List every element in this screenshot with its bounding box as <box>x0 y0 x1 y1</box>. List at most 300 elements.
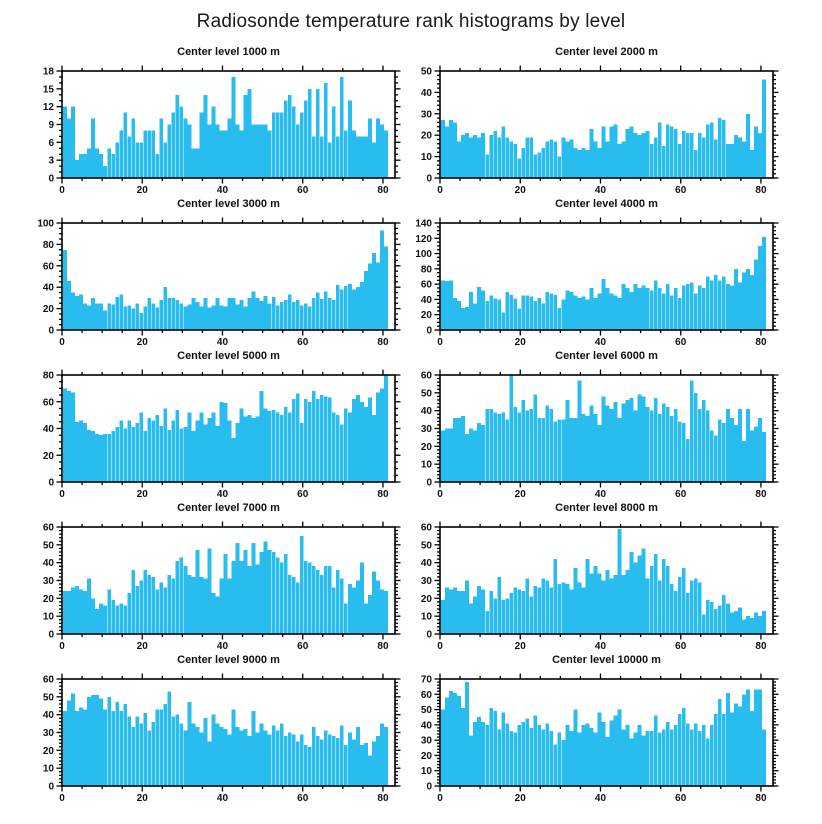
histogram-bar <box>143 713 147 786</box>
histogram-bar <box>111 600 115 634</box>
histogram-bar <box>236 423 240 482</box>
histogram-bar <box>143 570 147 634</box>
tick-label: 80 <box>377 641 389 652</box>
histogram-bar <box>336 570 340 634</box>
panel-title: Center level 9000 m <box>177 654 280 666</box>
histogram-bar <box>376 581 380 635</box>
histogram-bar <box>352 588 356 634</box>
histogram-bar <box>598 573 602 634</box>
histogram-bar <box>553 745 557 786</box>
histogram-bar <box>276 113 280 178</box>
histogram-bar <box>264 731 268 786</box>
tick-label: 20 <box>514 641 526 652</box>
histogram-bar <box>244 729 248 786</box>
histogram-bar <box>634 133 638 178</box>
histogram-bar <box>626 570 630 634</box>
histogram-bar <box>441 600 445 634</box>
histogram-bar <box>606 737 610 786</box>
tick-label: 40 <box>42 282 54 294</box>
histogram-bar <box>99 154 103 178</box>
histogram-bar <box>232 438 236 482</box>
histogram-bar <box>123 113 127 178</box>
histogram-bar <box>722 277 726 331</box>
histogram-bar <box>457 591 461 634</box>
histogram-bar <box>372 142 376 178</box>
histogram-bar <box>292 302 296 330</box>
histogram-bar <box>738 137 742 178</box>
histogram-bar <box>441 430 445 482</box>
histogram-bar <box>742 142 746 178</box>
tick-label: 20 <box>136 641 148 652</box>
histogram-bar <box>264 296 268 330</box>
histogram-bar <box>734 135 738 178</box>
histogram-bar <box>216 426 220 482</box>
histogram-bar <box>256 125 260 179</box>
histogram-bar <box>710 430 714 482</box>
panel-7000m <box>0 500 411 652</box>
histogram-bar <box>618 529 622 634</box>
histogram-bar <box>730 418 734 482</box>
histogram-bar <box>340 424 344 482</box>
tick-label: 50 <box>420 388 432 400</box>
histogram-bar <box>280 415 284 482</box>
histogram-bar <box>300 536 304 634</box>
histogram-bar <box>742 694 746 786</box>
histogram-bar <box>537 418 541 482</box>
histogram-bar <box>726 693 730 786</box>
histogram-bar <box>304 399 308 482</box>
histogram-bar <box>682 708 686 786</box>
histogram-bar <box>192 577 196 634</box>
histogram-bar <box>135 303 139 330</box>
histogram-bar <box>529 597 533 634</box>
histogram-bar <box>216 597 220 634</box>
histogram-bar <box>678 421 682 482</box>
histogram-bar <box>83 709 87 786</box>
histogram-bar <box>336 415 340 482</box>
tick-label: 80 <box>377 185 389 196</box>
histogram-bar <box>650 144 654 178</box>
histogram-bar <box>344 745 348 786</box>
histogram-bar <box>469 736 473 786</box>
histogram-bar <box>79 420 83 482</box>
histogram-bar <box>308 306 312 330</box>
histogram-bar <box>123 306 127 330</box>
histogram-bar <box>328 298 332 330</box>
histogram-bar <box>188 575 192 634</box>
histogram-bar <box>324 566 328 634</box>
histogram-bar <box>228 420 232 482</box>
histogram-bar <box>107 697 111 786</box>
histogram-bar <box>115 702 119 786</box>
histogram-bar <box>694 150 698 178</box>
tick-label: 40 <box>420 87 432 99</box>
histogram-bar <box>674 409 678 482</box>
histogram-bar <box>360 136 364 178</box>
panel-4000m <box>411 196 822 348</box>
histogram-bar <box>183 566 187 634</box>
histogram-bar <box>272 297 276 330</box>
histogram-bar <box>348 584 352 634</box>
tick-label: 40 <box>42 424 54 435</box>
histogram-bar <box>260 125 264 179</box>
histogram-bar <box>754 260 758 330</box>
histogram-bar <box>75 160 79 178</box>
histogram-bar <box>517 589 521 634</box>
panel-2000m <box>411 44 822 196</box>
histogram-bar <box>332 107 336 178</box>
histogram-bar <box>324 396 328 482</box>
histogram-bar <box>566 290 570 330</box>
histogram-bar <box>364 407 368 482</box>
histogram-bar <box>457 301 461 330</box>
histogram-bar <box>521 591 525 634</box>
tick-label: 30 <box>420 576 432 587</box>
histogram-bar <box>477 586 481 634</box>
histogram-bar <box>91 431 95 482</box>
histogram-bar <box>87 697 91 786</box>
histogram-bar <box>95 695 99 786</box>
histogram-bar <box>525 719 529 786</box>
histogram-bar <box>714 609 718 634</box>
tick-label: 20 <box>136 489 148 500</box>
histogram-bar <box>734 269 738 330</box>
histogram-bar <box>384 130 388 178</box>
histogram-bar <box>654 554 658 634</box>
histogram-bar <box>654 398 658 482</box>
histogram-bar <box>364 743 368 786</box>
histogram-bar <box>384 727 388 786</box>
histogram-bar <box>445 697 449 786</box>
histogram-bar <box>364 271 368 330</box>
histogram-bar <box>384 591 388 634</box>
histogram-bar <box>666 125 670 179</box>
histogram-bar <box>376 263 380 330</box>
tick-label: 40 <box>216 337 229 348</box>
histogram-bar <box>642 133 646 178</box>
panel-title: Center level 10000 m <box>552 654 661 666</box>
histogram-bar <box>517 412 521 482</box>
histogram-bar <box>578 150 582 178</box>
histogram-bar <box>501 600 505 634</box>
histogram-bar <box>208 548 212 634</box>
histogram-bar <box>666 722 670 786</box>
histogram-bar <box>192 431 196 482</box>
histogram-bar <box>513 588 517 634</box>
histogram-bar <box>602 722 606 786</box>
histogram-bar <box>300 305 304 330</box>
histogram-bar <box>360 563 364 634</box>
histogram-bar <box>256 416 260 482</box>
histogram-bar <box>566 400 570 482</box>
histogram-bar <box>131 119 135 178</box>
histogram-bar <box>244 95 248 178</box>
histogram-bar <box>264 125 268 179</box>
tick-label: 20 <box>420 750 432 762</box>
tick-label: 60 <box>420 370 432 382</box>
histogram-bar <box>529 137 533 178</box>
histogram-bar <box>541 303 545 330</box>
histogram-bar <box>453 588 457 634</box>
histogram-bar <box>578 380 582 482</box>
histogram-bar <box>175 300 179 330</box>
tick-label: 40 <box>216 641 229 652</box>
tick-label: 60 <box>297 185 309 196</box>
histogram-bar <box>642 396 646 482</box>
histogram-bar <box>678 144 682 178</box>
tick-label: 60 <box>297 793 309 804</box>
histogram-bar <box>328 398 332 482</box>
histogram-bar <box>356 136 360 178</box>
tick-label: 15 <box>42 84 54 96</box>
histogram-bar <box>119 711 123 786</box>
histogram-bar <box>525 137 529 178</box>
histogram-bar <box>626 288 630 330</box>
histogram-bar <box>376 736 380 786</box>
histogram-bar <box>570 731 574 786</box>
histogram-bar <box>722 714 726 786</box>
histogram-bar <box>328 566 332 634</box>
histogram-bar <box>67 700 71 786</box>
histogram-bar <box>204 718 208 786</box>
histogram-bar <box>509 593 513 634</box>
tick-label: 20 <box>514 793 526 804</box>
histogram-bar <box>364 136 368 178</box>
tick-label: 20 <box>42 593 54 605</box>
tick-label: 80 <box>755 641 767 652</box>
histogram-bar <box>127 593 131 634</box>
histogram-bar <box>236 543 240 634</box>
tick-label: 10 <box>420 611 432 623</box>
histogram-bar <box>453 122 457 178</box>
tick-label: 30 <box>42 728 54 739</box>
histogram-bar <box>220 727 224 786</box>
histogram-bar <box>95 434 99 482</box>
histogram-bar <box>384 375 388 482</box>
histogram-bar <box>630 739 634 786</box>
histogram-bar <box>730 286 734 330</box>
histogram-bar <box>224 554 228 634</box>
histogram-bar <box>208 125 212 179</box>
histogram-bar <box>264 408 268 482</box>
histogram-bar <box>525 411 529 482</box>
histogram-bar <box>698 731 702 786</box>
histogram-bar <box>95 148 99 178</box>
histogram-bar <box>175 561 179 634</box>
histogram-bar <box>196 302 200 330</box>
tick-label: 10 <box>420 152 432 164</box>
histogram-bar <box>658 122 662 178</box>
histogram-bar <box>545 581 549 635</box>
tick-label: 40 <box>594 641 607 652</box>
histogram-bar <box>485 611 489 634</box>
histogram-bar <box>292 577 296 634</box>
histogram-bar <box>449 429 453 483</box>
histogram-bar <box>192 148 196 178</box>
panel-title: Center level 3000 m <box>177 198 280 210</box>
histogram-bar <box>276 557 280 634</box>
histogram-bar <box>103 709 107 786</box>
histogram-bar <box>316 736 320 786</box>
tick-label: 80 <box>755 185 767 196</box>
histogram-bar <box>477 717 481 786</box>
panel-title: Center level 1000 m <box>177 46 280 58</box>
histogram-bar <box>204 424 208 482</box>
histogram-6000m <box>411 348 822 500</box>
tick-label: 60 <box>675 641 687 652</box>
histogram-bar <box>622 729 626 786</box>
histogram-bar <box>288 412 292 482</box>
histogram-bar <box>646 288 650 330</box>
histogram-bar <box>320 740 324 786</box>
histogram-bar <box>505 598 509 634</box>
histogram-bar <box>324 83 328 178</box>
histogram-bar <box>662 559 666 634</box>
histogram-bar <box>312 727 316 786</box>
histogram-bar <box>513 733 517 787</box>
histogram-bar <box>344 604 348 634</box>
histogram-bar <box>674 591 678 634</box>
histogram-bar <box>372 415 376 482</box>
histogram-bar <box>553 295 557 330</box>
histogram-bar <box>352 130 356 178</box>
histogram-bar <box>485 725 489 786</box>
histogram-bar <box>372 572 376 634</box>
histogram-bar <box>107 434 111 482</box>
histogram-bar <box>179 429 183 483</box>
histogram-bar <box>288 575 292 634</box>
histogram-bar <box>698 409 702 482</box>
histogram-bar <box>196 550 200 634</box>
histogram-bar <box>622 284 626 330</box>
histogram-bar <box>533 395 537 482</box>
histogram-bar <box>481 425 485 482</box>
histogram-bar <box>610 127 614 178</box>
histogram-bar <box>368 264 372 330</box>
histogram-bar <box>646 407 650 482</box>
tick-label: 60 <box>420 279 432 291</box>
histogram-bar <box>163 704 167 786</box>
tick-label: 40 <box>594 185 607 196</box>
histogram-bar <box>308 402 312 482</box>
histogram-bar <box>670 416 674 482</box>
histogram-bar <box>256 733 260 787</box>
histogram-bar <box>175 410 179 482</box>
histogram-bar <box>292 107 296 178</box>
tick-label: 10 <box>420 766 432 778</box>
histogram-bar <box>586 299 590 330</box>
histogram-bar <box>103 605 107 634</box>
tick-label: 50 <box>420 66 432 78</box>
panel-title: Center level 6000 m <box>555 350 658 362</box>
tick-label: 40 <box>594 793 607 804</box>
histogram-bar <box>758 690 762 786</box>
histogram-bar <box>107 303 111 330</box>
histogram-bar <box>115 427 119 482</box>
histogram-bar <box>465 307 469 330</box>
histogram-bar <box>694 293 698 330</box>
histogram-bar <box>606 405 610 482</box>
histogram-bar <box>590 573 594 634</box>
histogram-bar <box>670 584 674 634</box>
histogram-bar <box>63 591 67 634</box>
histogram-bar <box>481 589 485 634</box>
histogram-bar <box>566 142 570 178</box>
panel-10000m <box>411 652 822 804</box>
histogram-bar <box>614 575 618 634</box>
tick-label: 40 <box>216 185 229 196</box>
histogram-bar <box>344 408 348 482</box>
histogram-bar <box>602 127 606 178</box>
histogram-bar <box>348 733 352 787</box>
histogram-bar <box>686 593 690 634</box>
histogram-bar <box>590 728 594 786</box>
histogram-bar <box>485 154 489 178</box>
histogram-bar <box>694 393 698 482</box>
histogram-bar <box>557 308 561 330</box>
histogram-bar <box>155 415 159 482</box>
tick-label: 20 <box>136 793 148 804</box>
histogram-bar <box>248 736 252 786</box>
histogram-bar <box>380 589 384 634</box>
histogram-bar <box>131 427 135 482</box>
histogram-bar <box>690 133 694 178</box>
histogram-bar <box>602 581 606 635</box>
histogram-bar <box>200 577 204 634</box>
histogram-bar <box>682 286 686 330</box>
histogram-bar <box>449 120 453 178</box>
histogram-bar <box>630 398 634 482</box>
histogram-bar <box>240 731 244 786</box>
histogram-bar <box>99 699 103 786</box>
histogram-bar <box>200 733 204 787</box>
histogram-bar <box>340 725 344 786</box>
histogram-bar <box>147 130 151 178</box>
histogram-bar <box>561 740 565 786</box>
histogram-bar <box>340 289 344 330</box>
histogram-bar <box>71 293 75 330</box>
histogram-bar <box>473 597 477 634</box>
tick-label: 120 <box>415 233 432 245</box>
histogram-bar <box>127 305 131 330</box>
histogram-bar <box>324 291 328 330</box>
histogram-bar <box>457 696 461 786</box>
histogram-bar <box>356 727 360 786</box>
histogram-bar <box>481 133 485 178</box>
histogram-bar <box>91 695 95 786</box>
histogram-bar <box>75 296 79 330</box>
histogram-bar <box>602 279 606 330</box>
histogram-bar <box>505 292 509 330</box>
histogram-bar <box>224 130 228 178</box>
histogram-bar <box>501 127 505 178</box>
histogram-bar <box>179 724 183 786</box>
histogram-10000m <box>411 652 822 804</box>
histogram-bar <box>654 716 658 786</box>
histogram-bar <box>364 604 368 634</box>
tick-label: 20 <box>420 310 432 322</box>
histogram-1000m <box>0 44 411 196</box>
tick-label: 0 <box>426 477 432 489</box>
histogram-bar <box>702 288 706 330</box>
tick-label: 20 <box>420 441 432 453</box>
histogram-bar <box>248 415 252 482</box>
histogram-bar <box>131 570 135 634</box>
tick-label: 20 <box>514 489 526 500</box>
histogram-bar <box>304 745 308 786</box>
histogram-bar <box>614 296 618 330</box>
histogram-bar <box>332 412 336 482</box>
